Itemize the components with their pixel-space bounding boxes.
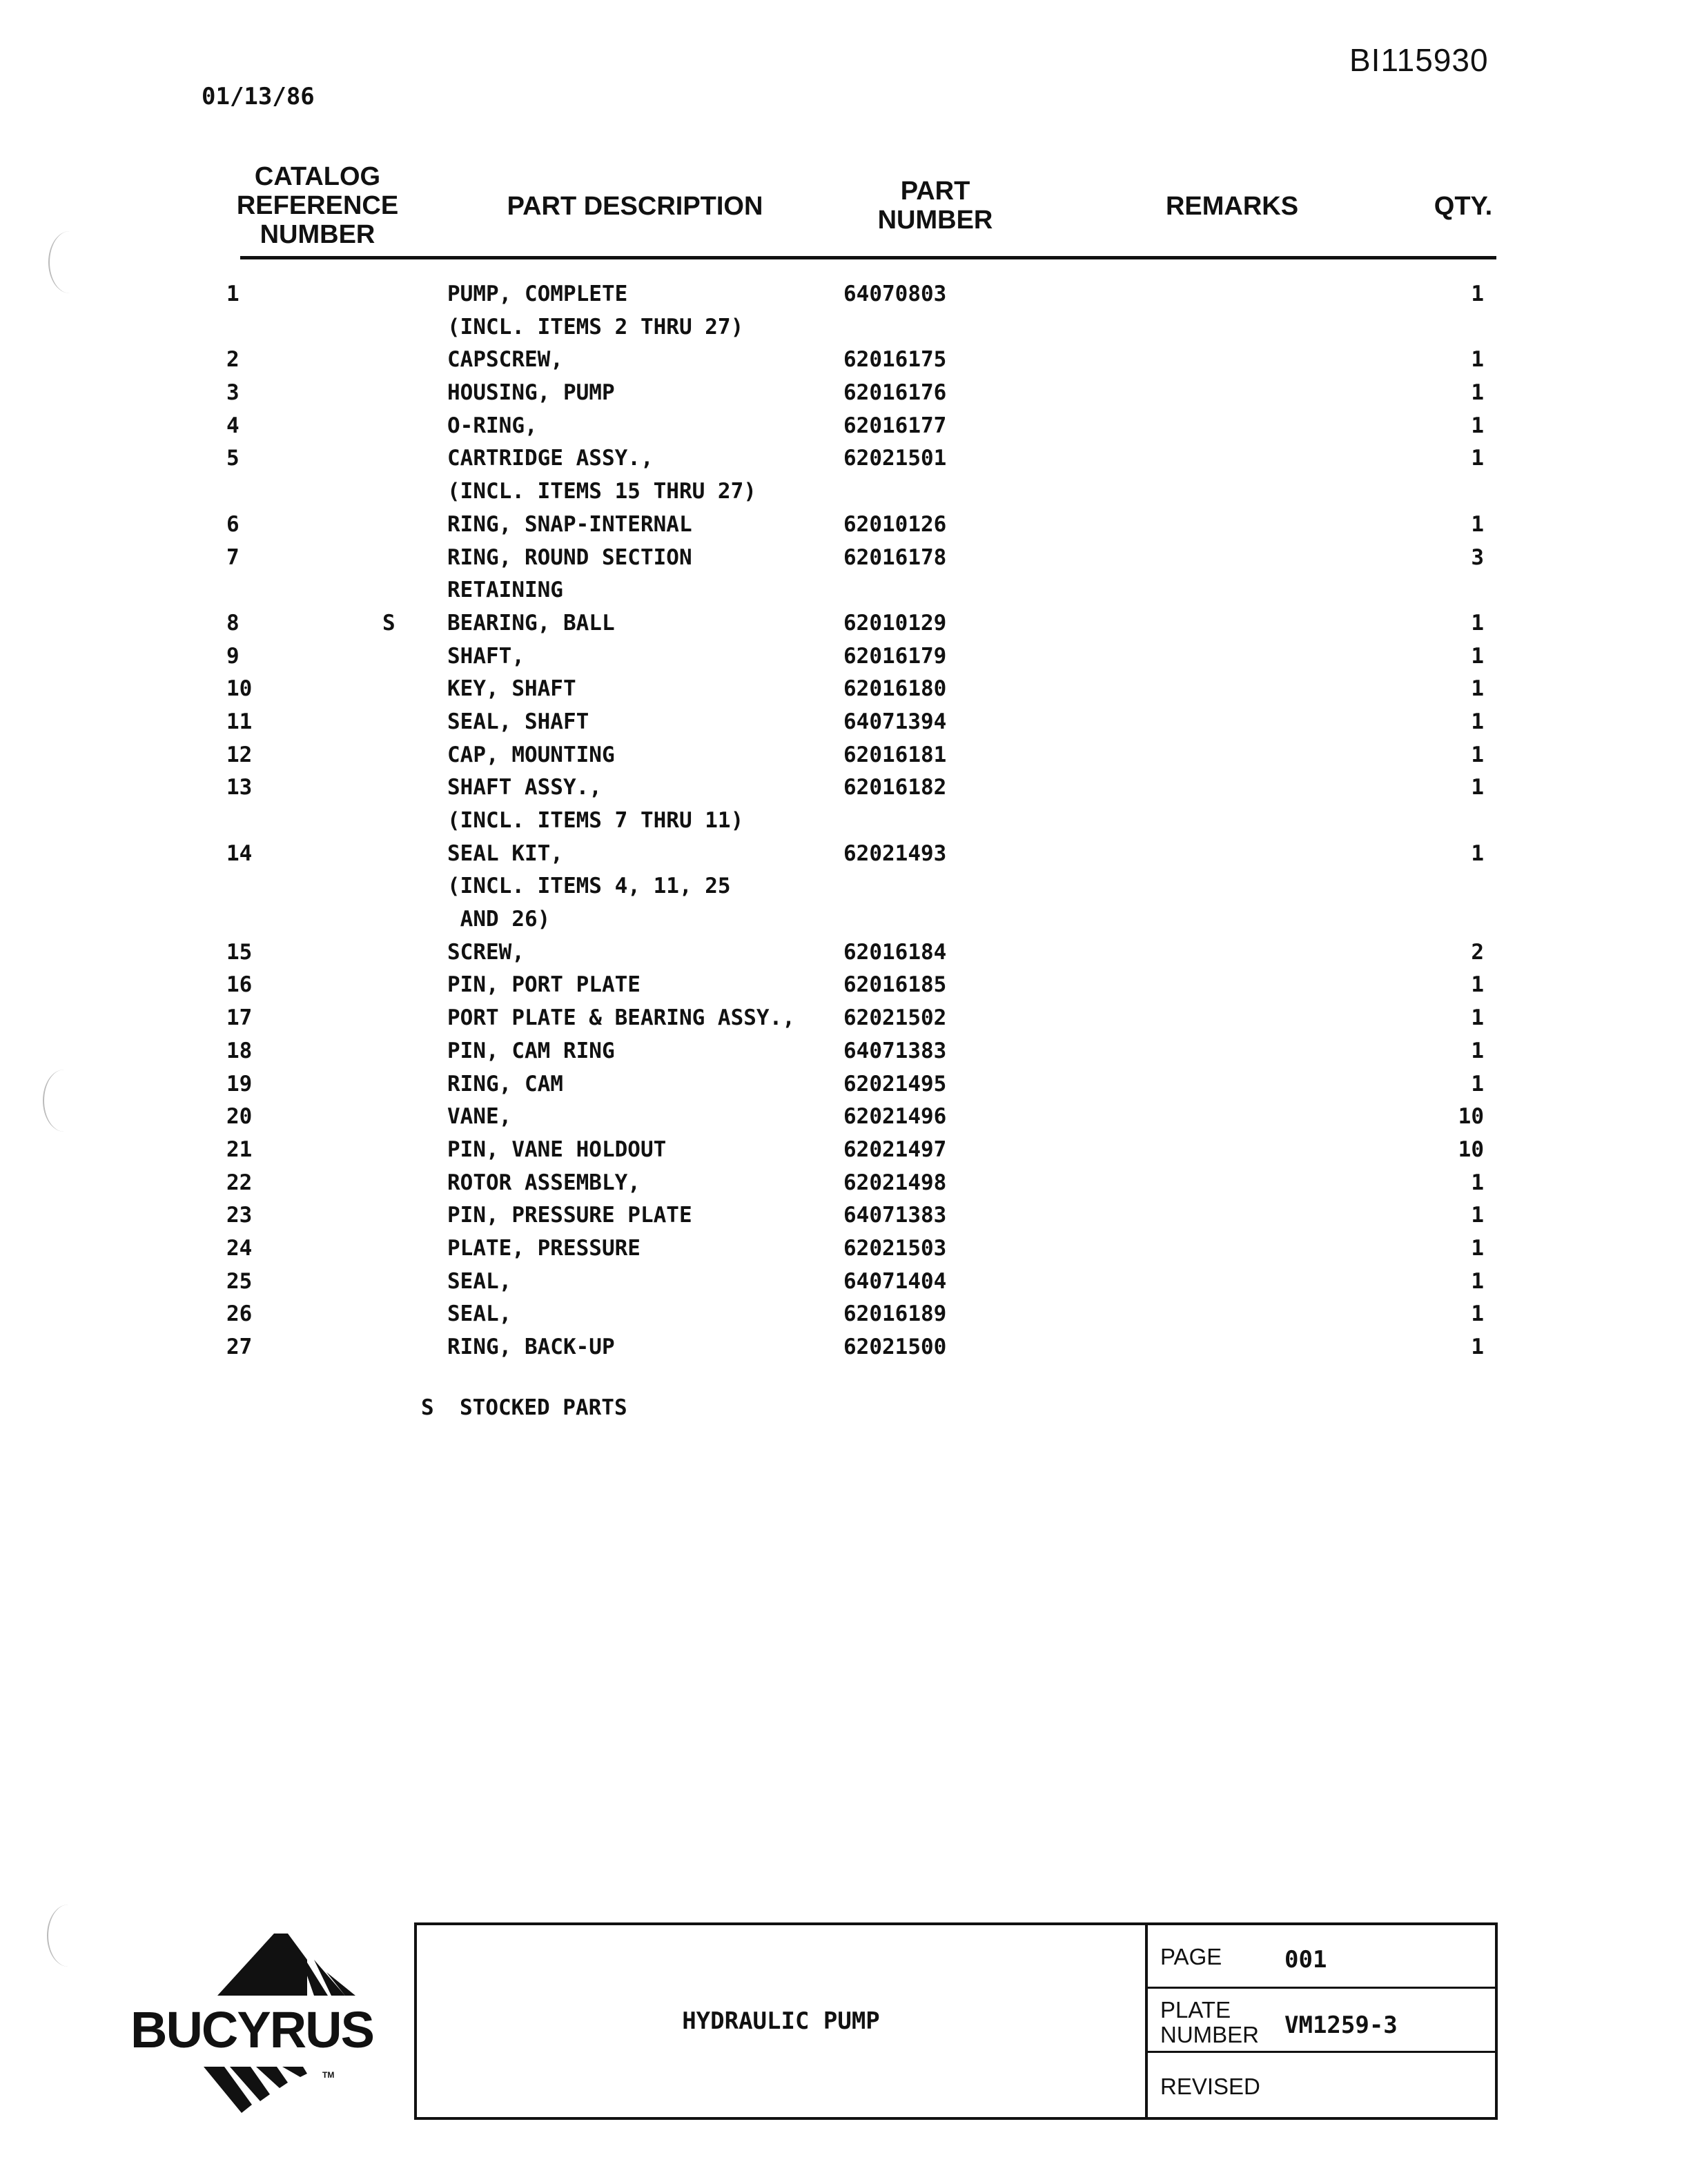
bucyrus-logo bbox=[107, 1932, 397, 2125]
part-number-cell: 64070803 bbox=[843, 282, 947, 306]
table-row bbox=[0, 673, 1691, 706]
part-number-cell: 64071383 bbox=[843, 1038, 947, 1063]
table-row bbox=[0, 1167, 1691, 1200]
quantity-cell: 1 bbox=[1471, 413, 1484, 438]
table-row bbox=[0, 574, 1691, 607]
quantity-cell: 1 bbox=[1471, 1268, 1484, 1294]
part-description-cell: CAP, MOUNTING bbox=[447, 742, 615, 767]
part-description-cell: (INCL. ITEMS 7 THRU 11) bbox=[447, 808, 744, 833]
punch-hole bbox=[47, 1905, 90, 1967]
catalog-reference-cell: 25 bbox=[226, 1268, 253, 1294]
part-description-cell: AND 26) bbox=[447, 907, 551, 932]
quantity-cell: 2 bbox=[1471, 939, 1484, 965]
part-number-cell: 62016179 bbox=[843, 643, 947, 669]
table-row bbox=[0, 838, 1691, 871]
quantity-cell: 1 bbox=[1471, 709, 1484, 734]
catalog-reference-cell: 24 bbox=[226, 1235, 253, 1261]
document-date: 01/13/86 bbox=[202, 83, 315, 110]
catalog-reference-cell: 16 bbox=[226, 972, 253, 998]
part-description-cell: CARTRIDGE ASSY., bbox=[447, 446, 654, 471]
part-description-cell: O-RING, bbox=[447, 413, 538, 438]
part-description-cell: SHAFT, bbox=[447, 643, 525, 669]
catalog-reference-cell: 6 bbox=[226, 511, 240, 537]
catalog-reference-cell: 4 bbox=[226, 413, 240, 438]
table-row bbox=[0, 640, 1691, 673]
part-number-cell: 62021495 bbox=[843, 1071, 947, 1096]
header-remarks: REMARKS bbox=[1165, 192, 1299, 221]
page-cell bbox=[1148, 1925, 1498, 1989]
part-number-cell: 62021496 bbox=[843, 1104, 947, 1130]
catalog-reference-cell: 14 bbox=[226, 840, 253, 866]
drawing-title: HYDRAULIC PUMP bbox=[682, 2007, 880, 2035]
catalog-reference-cell: 22 bbox=[226, 1170, 253, 1195]
logo-trademark: TM bbox=[322, 2070, 335, 2080]
quantity-cell: 1 bbox=[1471, 1170, 1484, 1195]
catalog-reference-cell: 26 bbox=[226, 1301, 253, 1327]
table-row bbox=[0, 344, 1691, 377]
table-row bbox=[0, 1002, 1691, 1035]
table-row bbox=[0, 377, 1691, 410]
table-row bbox=[0, 969, 1691, 1002]
part-number-cell: 62016182 bbox=[843, 775, 947, 800]
catalog-reference-cell: 21 bbox=[226, 1137, 253, 1162]
catalog-reference-cell: 15 bbox=[226, 939, 253, 965]
catalog-reference-cell: 17 bbox=[226, 1005, 253, 1031]
part-number-cell: 62021500 bbox=[843, 1335, 947, 1359]
part-number-cell: 64071404 bbox=[843, 1268, 947, 1294]
table-row bbox=[0, 739, 1691, 772]
part-number-cell: 62016189 bbox=[843, 1301, 947, 1327]
catalog-reference-cell: 20 bbox=[226, 1104, 253, 1130]
quantity-cell: 10 bbox=[1458, 1104, 1484, 1130]
part-description-cell: SEAL KIT, bbox=[447, 840, 563, 866]
table-row bbox=[0, 706, 1691, 739]
table-row bbox=[0, 1266, 1691, 1299]
part-number-cell: 62021498 bbox=[843, 1170, 947, 1195]
quantity-cell: 1 bbox=[1471, 972, 1484, 998]
header-part-line: PART bbox=[900, 177, 970, 206]
stock-code-cell: S bbox=[382, 610, 395, 636]
header-part-number bbox=[845, 177, 1025, 235]
part-description-cell: RING, SNAP-INTERNAL bbox=[447, 511, 692, 537]
catalog-reference-cell: 23 bbox=[226, 1203, 253, 1228]
part-number-cell: 62010126 bbox=[843, 511, 947, 537]
catalog-reference-cell: 18 bbox=[226, 1038, 253, 1063]
catalog-reference-cell: 9 bbox=[226, 643, 240, 669]
plate-label: PLATE bbox=[1160, 1997, 1231, 2023]
part-description-cell: PIN, CAM RING bbox=[447, 1038, 615, 1063]
quantity-cell: 1 bbox=[1471, 282, 1484, 306]
part-description-cell: SEAL, bbox=[447, 1301, 512, 1327]
header-ref-line: NUMBER bbox=[260, 220, 375, 249]
quantity-cell: 1 bbox=[1471, 1005, 1484, 1031]
title-info-column bbox=[1145, 1925, 1498, 2117]
header-part-description: PART DESCRIPTION bbox=[507, 192, 763, 221]
part-description-cell: BEARING, BALL bbox=[447, 610, 615, 636]
part-description-cell: PIN, PORT PLATE bbox=[447, 972, 641, 998]
quantity-cell: 1 bbox=[1471, 676, 1484, 702]
parts-table bbox=[0, 278, 1691, 1364]
plate-label: NUMBER bbox=[1160, 2022, 1260, 2047]
part-number-cell: 64071394 bbox=[843, 709, 947, 734]
quantity-cell: 3 bbox=[1471, 544, 1484, 570]
catalog-reference-cell: 10 bbox=[226, 676, 253, 702]
quantity-cell: 1 bbox=[1471, 1203, 1484, 1228]
table-row bbox=[0, 311, 1691, 344]
part-description-cell: VANE, bbox=[447, 1104, 512, 1130]
part-description-cell: HOUSING, PUMP bbox=[447, 380, 615, 406]
part-number-cell: 62016176 bbox=[843, 380, 947, 406]
catalog-reference-cell: 7 bbox=[226, 544, 240, 570]
table-row bbox=[0, 1101, 1691, 1134]
part-number-cell: 62021503 bbox=[843, 1235, 947, 1261]
table-row bbox=[0, 542, 1691, 575]
header-divider bbox=[240, 256, 1496, 259]
plate-number-value: VM1259-3 bbox=[1284, 2011, 1398, 2039]
header-catalog-reference bbox=[228, 162, 407, 249]
footnote-code: S bbox=[421, 1395, 434, 1420]
quantity-cell: 1 bbox=[1471, 511, 1484, 537]
part-description-cell: SHAFT ASSY., bbox=[447, 775, 602, 800]
part-number-cell: 62016180 bbox=[843, 676, 947, 702]
part-number-cell: 62016185 bbox=[843, 972, 947, 998]
part-number-cell: 62016177 bbox=[843, 413, 947, 438]
logo-wordmark: BUCYRUS bbox=[130, 2001, 373, 2058]
revised-label: REVISED bbox=[1160, 2074, 1260, 2099]
table-row bbox=[0, 410, 1691, 443]
table-row bbox=[0, 870, 1691, 903]
part-number-cell: 62021497 bbox=[843, 1137, 947, 1162]
part-description-cell: KEY, SHAFT bbox=[447, 676, 576, 702]
quantity-cell: 1 bbox=[1471, 1071, 1484, 1096]
header-ref-line: CATALOG bbox=[254, 162, 381, 191]
footnote-label: STOCKED PARTS bbox=[460, 1395, 627, 1420]
table-row bbox=[0, 442, 1691, 475]
part-number-cell: 62021493 bbox=[843, 840, 947, 866]
catalog-reference-cell: 8 bbox=[226, 610, 240, 636]
table-row bbox=[0, 1199, 1691, 1232]
catalog-reference-cell: 12 bbox=[226, 742, 253, 767]
table-row bbox=[0, 1035, 1691, 1068]
document-id: BI115930 bbox=[1349, 42, 1489, 78]
part-description-cell: PLATE, PRESSURE bbox=[447, 1235, 641, 1261]
quantity-cell: 1 bbox=[1471, 1235, 1484, 1261]
catalog-reference-cell: 2 bbox=[226, 347, 240, 373]
catalog-reference-cell: 1 bbox=[226, 282, 240, 306]
part-description-cell: PORT PLATE & BEARING ASSY., bbox=[447, 1005, 795, 1031]
table-row bbox=[0, 278, 1691, 311]
part-number-cell: 62016184 bbox=[843, 939, 947, 965]
part-number-cell: 62016178 bbox=[843, 544, 947, 570]
part-description-cell: (INCL. ITEMS 2 THRU 27) bbox=[447, 314, 744, 340]
part-description-cell: (INCL. ITEMS 15 THRU 27) bbox=[447, 479, 756, 504]
quantity-cell: 1 bbox=[1471, 742, 1484, 767]
table-row bbox=[0, 903, 1691, 936]
table-row bbox=[0, 475, 1691, 509]
part-number-cell: 62016181 bbox=[843, 742, 947, 767]
header-qty: QTY. bbox=[1434, 192, 1493, 221]
part-description-cell: PIN, VANE HOLDOUT bbox=[447, 1137, 667, 1162]
header-ref-line: REFERENCE bbox=[236, 191, 399, 220]
quantity-cell: 1 bbox=[1471, 643, 1484, 669]
part-description-cell: SCREW, bbox=[447, 939, 525, 965]
part-description-cell: (INCL. ITEMS 4, 11, 25 bbox=[447, 874, 731, 899]
table-row bbox=[0, 936, 1691, 970]
part-number-cell: 62021501 bbox=[843, 446, 947, 471]
table-row bbox=[0, 509, 1691, 542]
catalog-reference-cell: 19 bbox=[226, 1071, 253, 1096]
part-description-cell: ROTOR ASSEMBLY, bbox=[447, 1170, 641, 1195]
footnote bbox=[421, 1395, 627, 1470]
plate-number-cell bbox=[1148, 1989, 1498, 2053]
table-row bbox=[0, 805, 1691, 838]
part-description-cell: RING, BACK-UP bbox=[447, 1335, 615, 1359]
page-value: 001 bbox=[1284, 1946, 1327, 1974]
part-description-cell: RETAINING bbox=[447, 578, 563, 603]
table-row bbox=[0, 1134, 1691, 1167]
part-description-cell: PUMP, COMPLETE bbox=[447, 282, 628, 306]
quantity-cell: 1 bbox=[1471, 610, 1484, 636]
table-row bbox=[0, 1068, 1691, 1101]
catalog-reference-cell: 3 bbox=[226, 380, 240, 406]
title-block bbox=[414, 1922, 1498, 2120]
part-description-cell: CAPSCREW, bbox=[447, 347, 563, 373]
quantity-cell: 1 bbox=[1471, 1038, 1484, 1063]
part-description-cell: SEAL, bbox=[447, 1268, 512, 1294]
quantity-cell: 1 bbox=[1471, 1335, 1484, 1359]
table-row bbox=[0, 607, 1691, 640]
table-row bbox=[0, 771, 1691, 805]
page-label: PAGE bbox=[1160, 1944, 1222, 1969]
catalog-reference-cell: 5 bbox=[226, 446, 240, 471]
revised-cell bbox=[1148, 2054, 1498, 2117]
catalog-reference-cell: 27 bbox=[226, 1335, 253, 1359]
quantity-cell: 1 bbox=[1471, 775, 1484, 800]
part-number-cell: 62010129 bbox=[843, 610, 947, 636]
part-description-cell: RING, ROUND SECTION bbox=[447, 544, 692, 570]
part-number-cell: 62021502 bbox=[843, 1005, 947, 1031]
quantity-cell: 1 bbox=[1471, 347, 1484, 373]
quantity-cell: 10 bbox=[1458, 1137, 1484, 1162]
quantity-cell: 1 bbox=[1471, 446, 1484, 471]
table-row bbox=[0, 1331, 1691, 1364]
header-part-line: NUMBER bbox=[877, 206, 993, 235]
part-number-cell: 62016175 bbox=[843, 347, 947, 373]
quantity-cell: 1 bbox=[1471, 840, 1484, 866]
quantity-cell: 1 bbox=[1471, 380, 1484, 406]
part-description-cell: PIN, PRESSURE PLATE bbox=[447, 1203, 692, 1228]
catalog-reference-cell: 13 bbox=[226, 775, 253, 800]
part-description-cell: RING, CAM bbox=[447, 1071, 563, 1096]
part-description-cell: SEAL, SHAFT bbox=[447, 709, 589, 734]
table-row bbox=[0, 1298, 1691, 1331]
part-number-cell: 64071383 bbox=[843, 1203, 947, 1228]
catalog-reference-cell: 11 bbox=[226, 709, 253, 734]
quantity-cell: 1 bbox=[1471, 1301, 1484, 1327]
table-row bbox=[0, 1232, 1691, 1266]
